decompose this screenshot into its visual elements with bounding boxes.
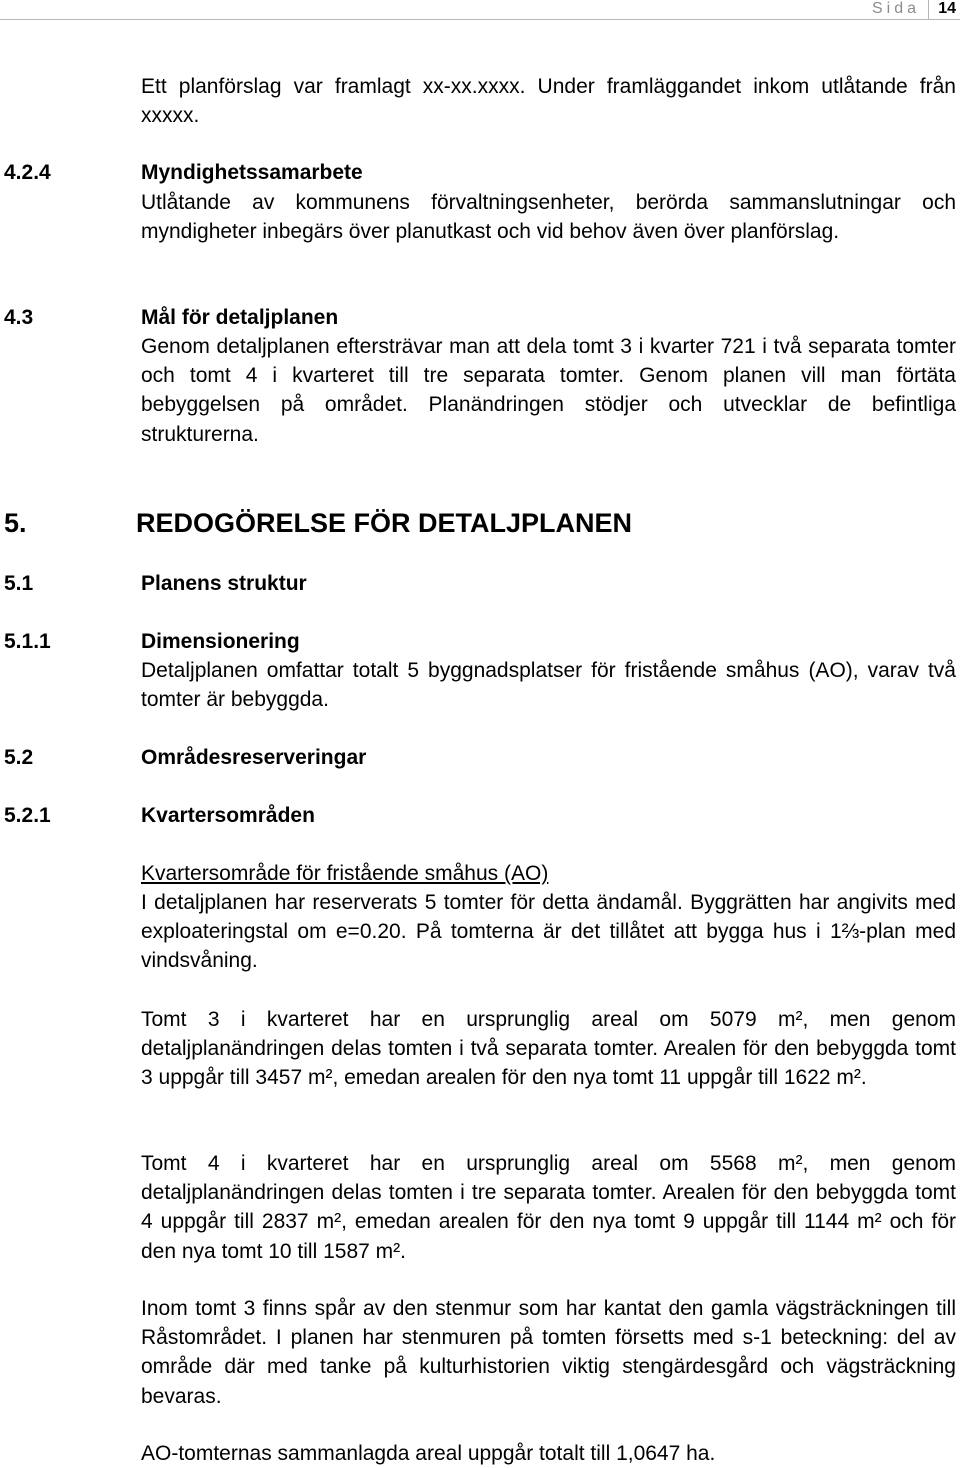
ao-subheading: Kvartersområde för fristående småhus (AO): [141, 862, 549, 885]
section-5-1-1-title: Dimensionering: [141, 630, 300, 653]
section-5-1-1-text: Detaljplanen omfattar totalt 5 byggnadsplatser för fristående småhus (AO), varav två tomter är bebyggda.: [141, 659, 956, 712]
ao-paragraph-1: I detaljplanen har reserverats 5 tomter för detta ändamål. Byggrätten har angivits med exploateringstal om e=0.20. På tomterna är det tillåtet att bygga hus i 1⅔-plan med vindsvåning.: [141, 891, 956, 973]
section-4-3-text: Genom detaljplanen eftersträvar man att dela tomt 3 i kvarter 721 i två separata tomter och tomt 4 i kvarteret till tre separata tomter. Genom planen vill man förtäta bebyggelsen på området. Planändringen stödjer och utvecklar de befintliga strukturerna.: [141, 335, 956, 446]
section-5-2-1-number: 5.2.1: [4, 804, 51, 827]
section-5-1-title: Planens struktur: [141, 572, 307, 595]
page-number: 14: [938, 0, 956, 17]
section-5-title: REDOGÖRELSE FÖR DETALJPLANEN: [136, 508, 633, 538]
ao-paragraph-4: Inom tomt 3 finns spår av den stenmur som har kantat den gamla vägsträckningen till Råstområdet. I planen har stenmuren på tomten försetts med s-1 beteckning: del av område där med tanke på kulturhistorien viktig stengärdesgård och vägsträckning bevaras.: [141, 1297, 956, 1408]
header-separator: [928, 0, 929, 20]
section-5-1-number: 5.1: [4, 572, 34, 595]
section-5-2-1-title: Kvartersområden: [141, 804, 315, 827]
section-4-3-number: 4.3: [4, 306, 34, 329]
section-4-2-4-number: 4.2.4: [4, 161, 51, 184]
section-4-2-4-text: Utlåtande av kommunens förvaltningsenheter, berörda sammanslutningar och myndigheter inbegärs över planutkast och vid behov även över planförslag.: [141, 191, 956, 244]
ao-paragraph-3: Tomt 4 i kvarteret har en ursprunglig areal om 5568 m², men genom detaljplanändringen delas tomten i tre separata tomter. Arealen för den bebyggda tomt 4 uppgår till 2837 m², emedan arealen för den nya tomt 9 uppgår till 1144 m² och för den nya tomt 10 till 1587 m².: [141, 1152, 956, 1263]
section-4-3-title: Mål för detaljplanen: [141, 306, 339, 329]
page-header: [0, 0, 960, 20]
section-5-1-1-number: 5.1.1: [4, 630, 51, 653]
section-5-2-title: Områdesreserveringar: [141, 746, 367, 769]
page-label: Sida: [871, 0, 920, 17]
section-5-2-number: 5.2: [4, 746, 34, 769]
ao-paragraph-2: Tomt 3 i kvarteret har en ursprunglig areal om 5079 m², men genom detaljplanändringen delas tomten i två separata tomter. Arealen för den bebyggda tomt 3 uppgår till 3457 m², emedan arealen för den nya tomt 11 uppgår till 1622 m².: [141, 1008, 956, 1090]
ao-paragraph-5: AO-tomternas sammanlagda areal uppgår totalt till 1,0647 ha.: [141, 1442, 716, 1465]
section-4-2-4-title: Myndighetssamarbete: [141, 161, 363, 184]
section-5-number: 5.: [4, 508, 27, 538]
header-rule: [0, 19, 960, 20]
intro-paragraph: Ett planförslag var framlagt xx-xx.xxxx. Under framläggandet inkom utlåtande från xxxxx.: [141, 75, 956, 128]
